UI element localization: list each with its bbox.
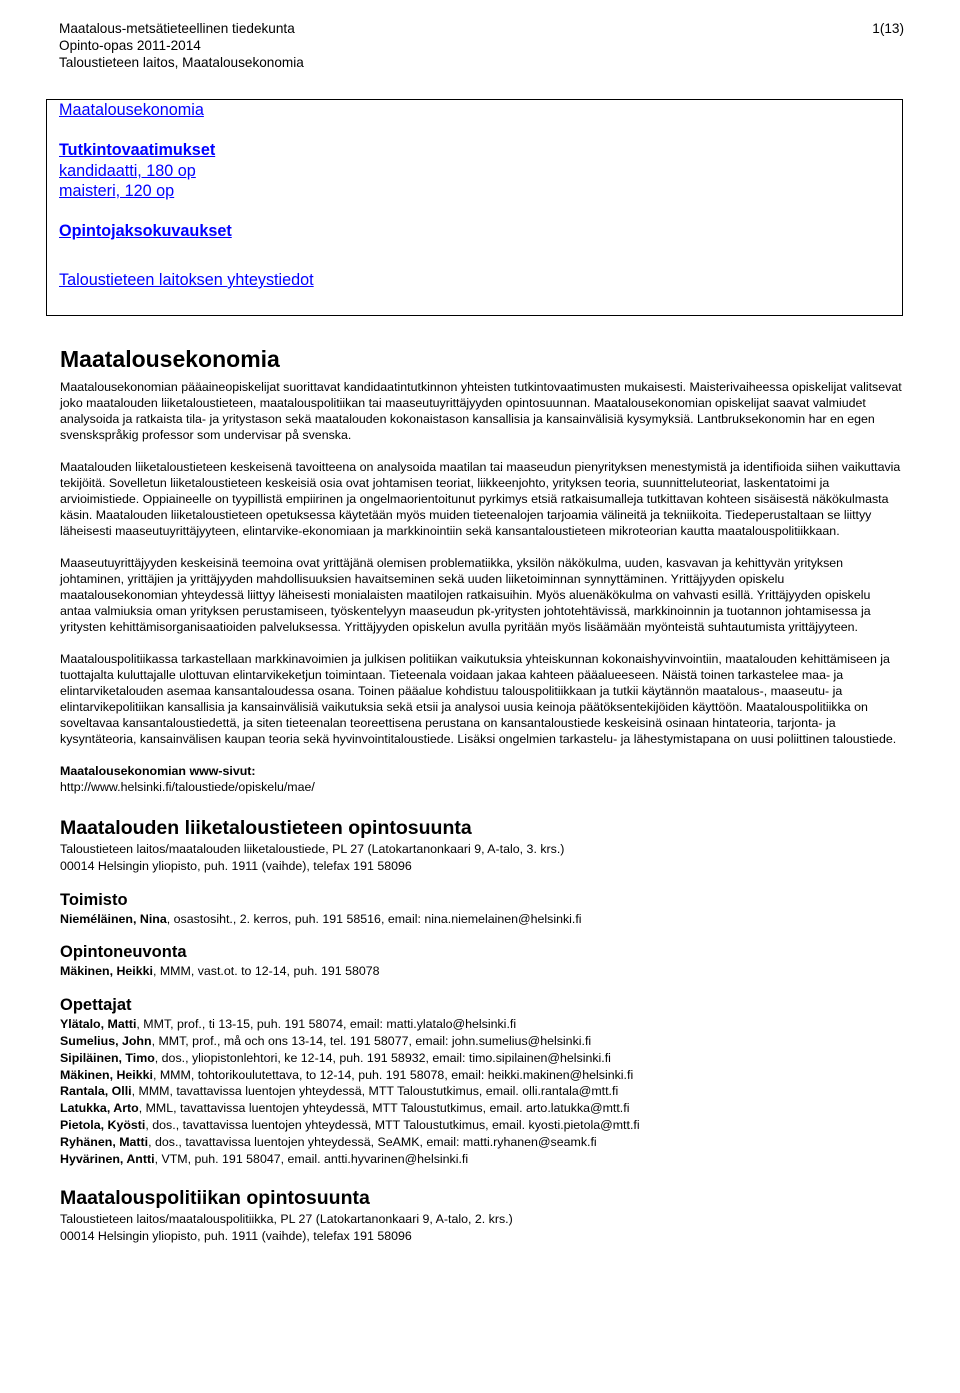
link-maatalousekonomia[interactable]: Maatalousekonomia (59, 101, 204, 119)
business-section-title: Maatalouden liiketaloustieteen opintosuunta (60, 817, 472, 839)
policy-paragraph: Maatalouspolitiikassa tarkastellaan markkinavoimien ja julkisen politiikan vaikutuksia yhteiskunnan kokonaishyvinvointiin, maatalouden kehittämiseen ja tuottajalta kuluttajalle ulottuvan elintarvikeketjun toimintaan. Tieteenala voidaan jakaa kahteen pääalueeseen. Näistä toinen tarkastelee maa- ja elintarviketalouden asemaa kansantaloudessa osana. Toinen pääalue kohdistuu talouspolitiikkaan ja tutkii käytännön maatalous-, maaseutu- ja elintarvikepolitiikan kansallisia ja kansainvälisiä vaikutuksia sekä etsii ja analysoi uusia keinoja päätöksentekijöiden käyttöön. Maatalouspolitiikka on soveltavaa kansantaloustiedettä, ja siten tieteenalan teoreettisena perustana on kansantaloustiede keskeisinä osinaan hintateoria, tarjonta- ja kysyntäteoria, kansainvälisen kaupan teoria sekä hyvinvointitaloustiede. Lisäksi ongelmien tarkastelu- ja lähestymistapana on uusi poliittinen taloustiede. (60, 652, 897, 746)
business-address-1: Taloustieteen laitos/maatalouden liiketaloustiede, PL 27 (Latokartanonkaari 9, A-talo, 3. krs.) (60, 842, 565, 856)
main-content (60, 344, 902, 1245)
office-contact: Nieméläinen, Nina, osastosiht., 2. kerros, puh. 191 58516, email: nina.niemelainen@helsinki.fi (60, 911, 582, 926)
navigation-box (46, 99, 903, 316)
teachers-heading: Opettajat (60, 996, 132, 1015)
www-label: Maatalousekonomian www-sivut: (60, 764, 256, 778)
teacher-row: Sumelius, John, MMT, prof., må och ons 13-14, tel. 191 58077, email: john.sumelius@helsinki.fi (60, 1033, 592, 1048)
policy-address-2: 00014 Helsingin yliopisto, puh. 1911 (vaihde), telefax 191 58096 (60, 1229, 412, 1244)
header-guide: Opinto-opas 2011-2014 (59, 38, 201, 53)
office-heading: Toimisto (60, 890, 128, 909)
link-tutkintovaatimukset[interactable]: Tutkintovaatimukset (59, 141, 216, 159)
page-number: 1(13) (872, 21, 904, 36)
link-kandidaatti[interactable]: kandidaatti, 180 op (59, 162, 196, 180)
teacher-row: Pietola, Kyösti, dos., tavattavissa luentojen yhteydessä, MTT Taloustutkimus, email. kyosti.pietola@mtt.fi (60, 1117, 640, 1132)
page-header (59, 20, 904, 71)
advice-heading: Opintoneuvonta (60, 943, 187, 962)
teacher-row: Rantala, Olli, MMM, tavattavissa luentojen yhteydessä, MTT Taloustutkimus, email. olli.rantala@mtt.fi (60, 1084, 619, 1099)
teacher-row: Latukka, Arto, MML, tavattavissa luentojen yhteydessä, MTT Taloustutkimus, email. arto.latukka@mtt.fi (60, 1101, 630, 1116)
policy-address-1: Taloustieteen laitos/maatalouspolitiikka, PL 27 (Latokartanonkaari 9, A-talo, 2. krs.) (60, 1212, 513, 1227)
intro-paragraph: Maatalousekonomian pääaineopiskelijat suorittavat kandidaatintutkinnon yhteisten tutkintovaatimusten mukaisesti. Maisterivaiheessa opiskelijat valitsevat joko maatalouden liiketaloustieteen, maatalouspolitiikan tai maaseutuyrittäjyyden opintosuunnan. Maatalousekonomian opiskelijat saavat valmiudet analysoida ja ratkaista tila- ja yritystason sekä maatalouden kokonaistason kansallisia ja kansainvälisiä kysymyksiä. Lantbruksekonomin har en egen svenskspråkig professor som undervisar på svenska. (60, 380, 902, 442)
policy-section-title: Maatalouspolitiikan opintosuunta (60, 1187, 370, 1210)
header-faculty: Maatalous-metsätieteellinen tiedekunta (59, 21, 295, 36)
link-maisteri[interactable]: maisteri, 120 op (59, 182, 175, 200)
teacher-row: Hyvärinen, Antti, VTM, puh. 191 58047, email. antti.hyvarinen@helsinki.fi (60, 1151, 469, 1166)
header-department: Taloustieteen laitos, Maatalousekonomia (59, 55, 304, 70)
teacher-row: Ylätalo, Matti, MMT, prof., ti 13-15, puh. 191 58074, email: matti.ylatalo@helsinki.fi (60, 1017, 517, 1032)
www-url[interactable]: http://www.helsinki.fi/taloustiede/opiskelu/mae/ (60, 780, 315, 794)
advice-contact: Mäkinen, Heikki, MMM, vast.ot. to 12-14, puh. 191 58078 (60, 964, 380, 979)
teacher-row: Sipiläinen, Timo, dos., yliopistonlehtori, ke 12-14, puh. 191 58932, email: timo.sipilainen@helsinki.fi (60, 1050, 611, 1065)
link-yhteystiedot[interactable]: Taloustieteen laitoksen yhteystiedot (59, 271, 314, 289)
teachers-list (60, 1016, 902, 1167)
teacher-row: Mäkinen, Heikki, MMM, tohtorikoulutettava, to 12-14, puh. 191 58078, email: heikki.makinen@helsinki.fi (60, 1067, 634, 1082)
link-opintojaksokuvaukset[interactable]: Opintojaksokuvaukset (59, 222, 232, 240)
business-address-2: 00014 Helsingin yliopisto, puh. 1911 (vaihde), telefax 191 58096 (60, 858, 412, 873)
entrepreneurship-paragraph: Maaseutuyrittäjyyden keskeisinä teemoina ovat yrittäjänä olemisen problematiikka, yksilön näkökulma, uuden, kasvavan ja kehittyvän yrityksen johtaminen, yrittäjien ja yrittäjyyden mahdollisuuksien havaitseminen sekä uuden liiketoiminnan synnyttäminen. Yrittäjyyden opiskelu maatalousekonomian yhteydessä liittyy läheisesti monialaisten maatilojen ratkaisuihin. Myös aluenäkökulma on vahvasti esillä. Yrittäjyyden opiskelu antaa valmiuksia oman yrityksen perustamiseen, työskentelyyn maaseudun pk-yritysten johtotehtävissä, markkinoinnin ja tuotannon johtamisessa ja yritysten kehittämisorganisaatioiden palveluksessa. Yrittäjyyden opiskelun avulla pyritään myös lisäämään myönteistä suhtautumista yrittäjyyteen. (60, 556, 871, 634)
business-paragraph: Maatalouden liiketaloustieteen keskeisenä tavoitteena on analysoida maatilan tai maaseudun pienyrityksen menestymistä ja identifioida siihen vaikuttavia tekijöitä. Sovelletun liiketaloustieteen keskeisiä osia ovat johtamisen teoriat, liikkeenjohto, yrityksen teoria, suunnitteluteoriat, laskentatoimi ja arvioimistiede. Oppiaineelle on tyypillistä empiirinen ja ongelmaorientoitunut pyrkimys etsiä ratkaisumalleja tutkittavan kohteen sisäisestä näkökulmasta käsin. Maatalouden liiketaloustieteen opetuksessa käytetään myös muiden tieteenalojen tarjoamia välineitä ja tekniikoita. Tiedeperustaltaan se liittyy läheisesti maaseutuyrittäjyyteen, elintarvike-ekonomiaan ja markkinointiin sekä kansantaloustieteen mikroteorian kautta maatalouspolitiikkaan. (60, 460, 901, 538)
page-title: Maatalousekonomia (60, 346, 280, 372)
teacher-row: Ryhänen, Matti, dos., tavattavissa luentojen yhteydessä, SeAMK, email: matti.ryhanen@seamk.fi (60, 1134, 597, 1149)
